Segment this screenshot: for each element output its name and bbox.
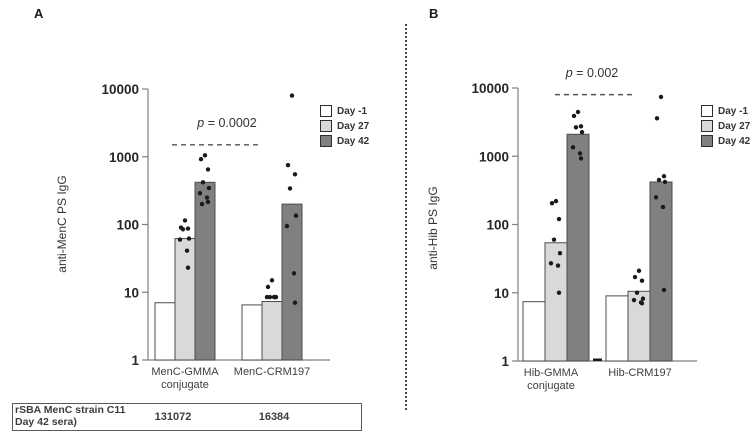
legend-swatch-day27 — [701, 120, 713, 132]
legend-label: Day 27 — [337, 120, 370, 132]
legend-a — [320, 105, 369, 150]
y-tick-label-a: 100 — [116, 217, 139, 233]
data-point-a — [265, 295, 269, 299]
data-point-b — [661, 205, 665, 209]
y-tick-label-b: 10 — [493, 285, 509, 301]
data-point-b — [635, 291, 639, 295]
x-category-line: Hib-CRM197 — [608, 367, 672, 379]
data-point-b — [641, 296, 645, 300]
data-point-b — [579, 124, 583, 128]
data-point-a — [270, 278, 274, 282]
data-point-b — [576, 110, 580, 114]
rsba-table-row-label-line1: rSBA MenC strain C11 — [15, 404, 126, 416]
data-point-a — [292, 271, 296, 275]
data-point-b — [580, 130, 584, 134]
data-point-a — [199, 157, 203, 161]
data-point-b — [579, 156, 583, 160]
legend-label: Day 42 — [337, 135, 370, 147]
x-category-line: Hib-GMMA — [523, 367, 579, 379]
data-point-b — [556, 263, 560, 267]
data-point-a — [200, 202, 204, 206]
data-point-a — [186, 266, 190, 270]
data-point-a — [187, 236, 191, 240]
legend-swatch-day-minus1 — [320, 105, 332, 117]
data-point-a — [273, 295, 277, 299]
bar-b-hib-gmma-conjugate-day-27 — [545, 243, 567, 361]
x-category-label-hib-gmma — [506, 367, 596, 393]
rsba-titer-table — [12, 403, 362, 431]
x-category-line: MenC-CRM197 — [233, 366, 311, 378]
baseline-dash-mark-b — [593, 359, 602, 362]
legend-item-day42 — [320, 135, 369, 147]
data-point-b — [578, 151, 582, 155]
y-tick-label-a: 10000 — [101, 82, 139, 97]
p-value-label-a: p = 0.0002 — [197, 116, 257, 130]
legend-item-day27 — [701, 120, 750, 132]
rsba-value-menc-crm197: 16384 — [258, 411, 290, 423]
bar-a-menc-gmma-conjugate-day-42 — [195, 182, 215, 360]
data-point-a — [266, 285, 270, 289]
data-point-a — [290, 93, 294, 97]
x-category-line: conjugate — [161, 379, 209, 391]
data-point-a — [288, 186, 292, 190]
data-point-a — [178, 237, 182, 241]
legend-item-day27 — [320, 120, 369, 132]
x-category-label-menc-gmma — [135, 366, 235, 392]
data-point-b — [659, 95, 663, 99]
data-point-b — [557, 217, 561, 221]
legend-swatch-day42 — [701, 135, 713, 147]
panel-letter-a: A — [34, 6, 44, 21]
data-point-b — [662, 288, 666, 292]
data-point-b — [572, 114, 576, 118]
y-axis-title-a: anti-MenC PS IgG — [55, 175, 69, 273]
data-point-b — [557, 291, 561, 295]
y-tick-label-b: 1 — [501, 354, 509, 369]
y-tick-label-a: 1 — [131, 353, 139, 368]
bar-a-menc-crm197-day-27 — [262, 302, 282, 360]
y-axis-title-b: anti-Hib PS IgG — [426, 186, 440, 270]
data-point-a — [186, 226, 190, 230]
panel-divider — [405, 24, 407, 410]
y-tick-label-a: 1000 — [108, 149, 139, 165]
data-point-b — [654, 195, 658, 199]
data-point-a — [285, 224, 289, 228]
data-point-a — [183, 218, 187, 222]
data-point-b — [633, 275, 637, 279]
data-point-a — [205, 195, 209, 199]
data-point-b — [640, 279, 644, 283]
data-point-a — [206, 167, 210, 171]
y-tick-label-a: 10 — [123, 285, 139, 301]
data-point-a — [293, 172, 297, 176]
bar-b-hib-crm197-day-42 — [650, 182, 672, 361]
panel-letter-b: B — [429, 6, 439, 21]
data-point-b — [552, 237, 556, 241]
rsba-value-menc-gmma: 131072 — [154, 411, 192, 423]
data-point-b — [574, 125, 578, 129]
legend-item-day-minus1 — [701, 105, 750, 117]
data-point-b — [550, 201, 554, 205]
legend-swatch-day-minus1 — [701, 105, 713, 117]
y-tick-label-b: 1000 — [478, 149, 509, 165]
rsba-table-row-label — [15, 405, 125, 428]
data-point-a — [286, 163, 290, 167]
data-point-b — [554, 199, 558, 203]
y-tick-label-b: 100 — [486, 217, 509, 233]
legend-item-day-minus1 — [320, 105, 369, 117]
data-point-b — [657, 178, 661, 182]
data-point-b — [663, 180, 667, 184]
bar-a-menc-crm197-day-42 — [282, 204, 302, 360]
legend-label: Day 42 — [718, 135, 751, 147]
y-tick-label-b: 10000 — [471, 81, 509, 96]
legend-swatch-day27 — [320, 120, 332, 132]
legend-b — [701, 105, 750, 150]
data-point-b — [549, 261, 553, 265]
bar-b-hib-gmma-conjugate-day-1 — [523, 302, 545, 361]
rsba-table-row-label-line2: Day 42 sera) — [15, 415, 77, 428]
x-category-label-menc-crm197 — [222, 366, 322, 379]
bar-a-menc-gmma-conjugate-day-27 — [175, 239, 195, 360]
bar-a-menc-gmma-conjugate-day-1 — [155, 303, 175, 360]
legend-item-day42 — [701, 135, 750, 147]
legend-label: Day 27 — [718, 120, 751, 132]
data-point-b — [571, 145, 575, 149]
data-point-a — [198, 191, 202, 195]
x-category-line: MenC-GMMA — [151, 366, 219, 378]
x-category-label-hib-crm197 — [595, 367, 685, 380]
legend-swatch-day42 — [320, 135, 332, 147]
data-point-a — [293, 301, 297, 305]
legend-label: Day -1 — [337, 105, 368, 117]
data-point-b — [662, 174, 666, 178]
data-point-a — [201, 180, 205, 184]
p-value-label-b: p = 0.002 — [565, 66, 619, 80]
data-point-a — [203, 153, 207, 157]
data-point-a — [294, 213, 298, 217]
data-point-b — [640, 301, 644, 305]
x-category-line: conjugate — [527, 380, 575, 392]
data-point-b — [637, 269, 641, 273]
data-point-b — [558, 251, 562, 255]
legend-label: Day -1 — [718, 105, 749, 117]
bar-b-hib-gmma-conjugate-day-42 — [567, 134, 589, 361]
bar-a-menc-crm197-day-1 — [242, 305, 262, 360]
data-point-a — [207, 186, 211, 190]
bar-b-hib-crm197-day-1 — [606, 296, 628, 361]
data-point-a — [206, 200, 210, 204]
data-point-b — [655, 116, 659, 120]
data-point-a — [185, 249, 189, 253]
data-point-b — [632, 298, 636, 302]
data-point-a — [181, 227, 185, 231]
